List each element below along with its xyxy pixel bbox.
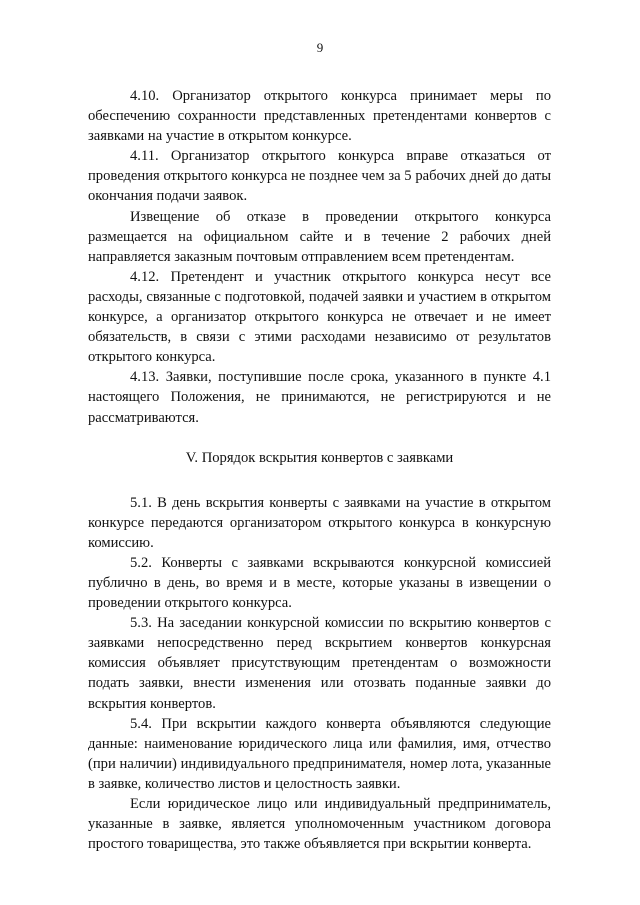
paragraph-5-4: 5.4. При вскрытии каждого конверта объявляются следующие данные: наименование юридического лица или фамилия, имя, отчество (при наличии) индивидуального предпринимателя, номер лота, указанные в заявке, количество листов и целостность заявки. <box>88 715 551 792</box>
paragraph-4-10: 4.10. Организатор открытого конкурса принимает меры по обеспечению сохранности представленных претендентами конвертов с заявками на участие в открытом конкурсе. <box>88 88 551 145</box>
paragraph-4-12: 4.12. Претендент и участник открытого конкурса несут все расходы, связанные с подготовкой, подачей заявки и участием в открытом конкурсе, а организатор открытого конкурса не отвечает и не имеет обязательств, в связи с этими расходами независимо от результатов открытого конкурса. <box>88 268 551 366</box>
paragraph-4-11: 4.11. Организатор открытого конкурса вправе отказаться от проведения открытого конкурса не позднее чем за 5 рабочих дней до даты окончания подачи заявок. <box>88 148 551 205</box>
paragraph-partnership: Если юридическое лицо или индивидуальный предприниматель, указанные в заявке, является уполномоченным участником договора простого товарищества, это также объявляется при вскрытии конверта. <box>88 796 551 853</box>
paragraph-refusal-notice: Извещение об отказе в проведении открытого конкурса размещается на официальном сайте и в течение 2 рабочих дней направляется заказным почтовым отправлением всем претендентам. <box>88 208 551 265</box>
section-heading: V. Порядок вскрытия конвертов с заявками <box>185 449 454 466</box>
paragraph-5-2: 5.2. Конверты с заявками вскрываются конкурсной комиссией публично в день, во время и в месте, которые указаны в извещении о проведении открытого конкурса. <box>88 554 551 612</box>
page-number: 9 <box>316 40 324 55</box>
paragraph-4-13: 4.13. Заявки, поступившие после срока, указанного в пункте 4.1 настоящего Положения, не принимаются, не регистрируются и не рассматриваются. <box>88 369 551 426</box>
paragraph-5-1: 5.1. В день вскрытия конверты с заявками на участие в открытом конкурсе передаются организатором открытого конкурса в конкурсную комиссию. <box>88 494 551 551</box>
document-body <box>88 86 551 854</box>
paragraph-5-3: 5.3. На заседании конкурсной комиссии по вскрытию конвертов с заявками непосредственно перед вскрытием конвертов конкурсная комиссия объявляет присутствующим претендентам о возможности подать заявки, внести изменения или отозвать поданные заявки до вскрытия конвертов. <box>88 615 551 712</box>
